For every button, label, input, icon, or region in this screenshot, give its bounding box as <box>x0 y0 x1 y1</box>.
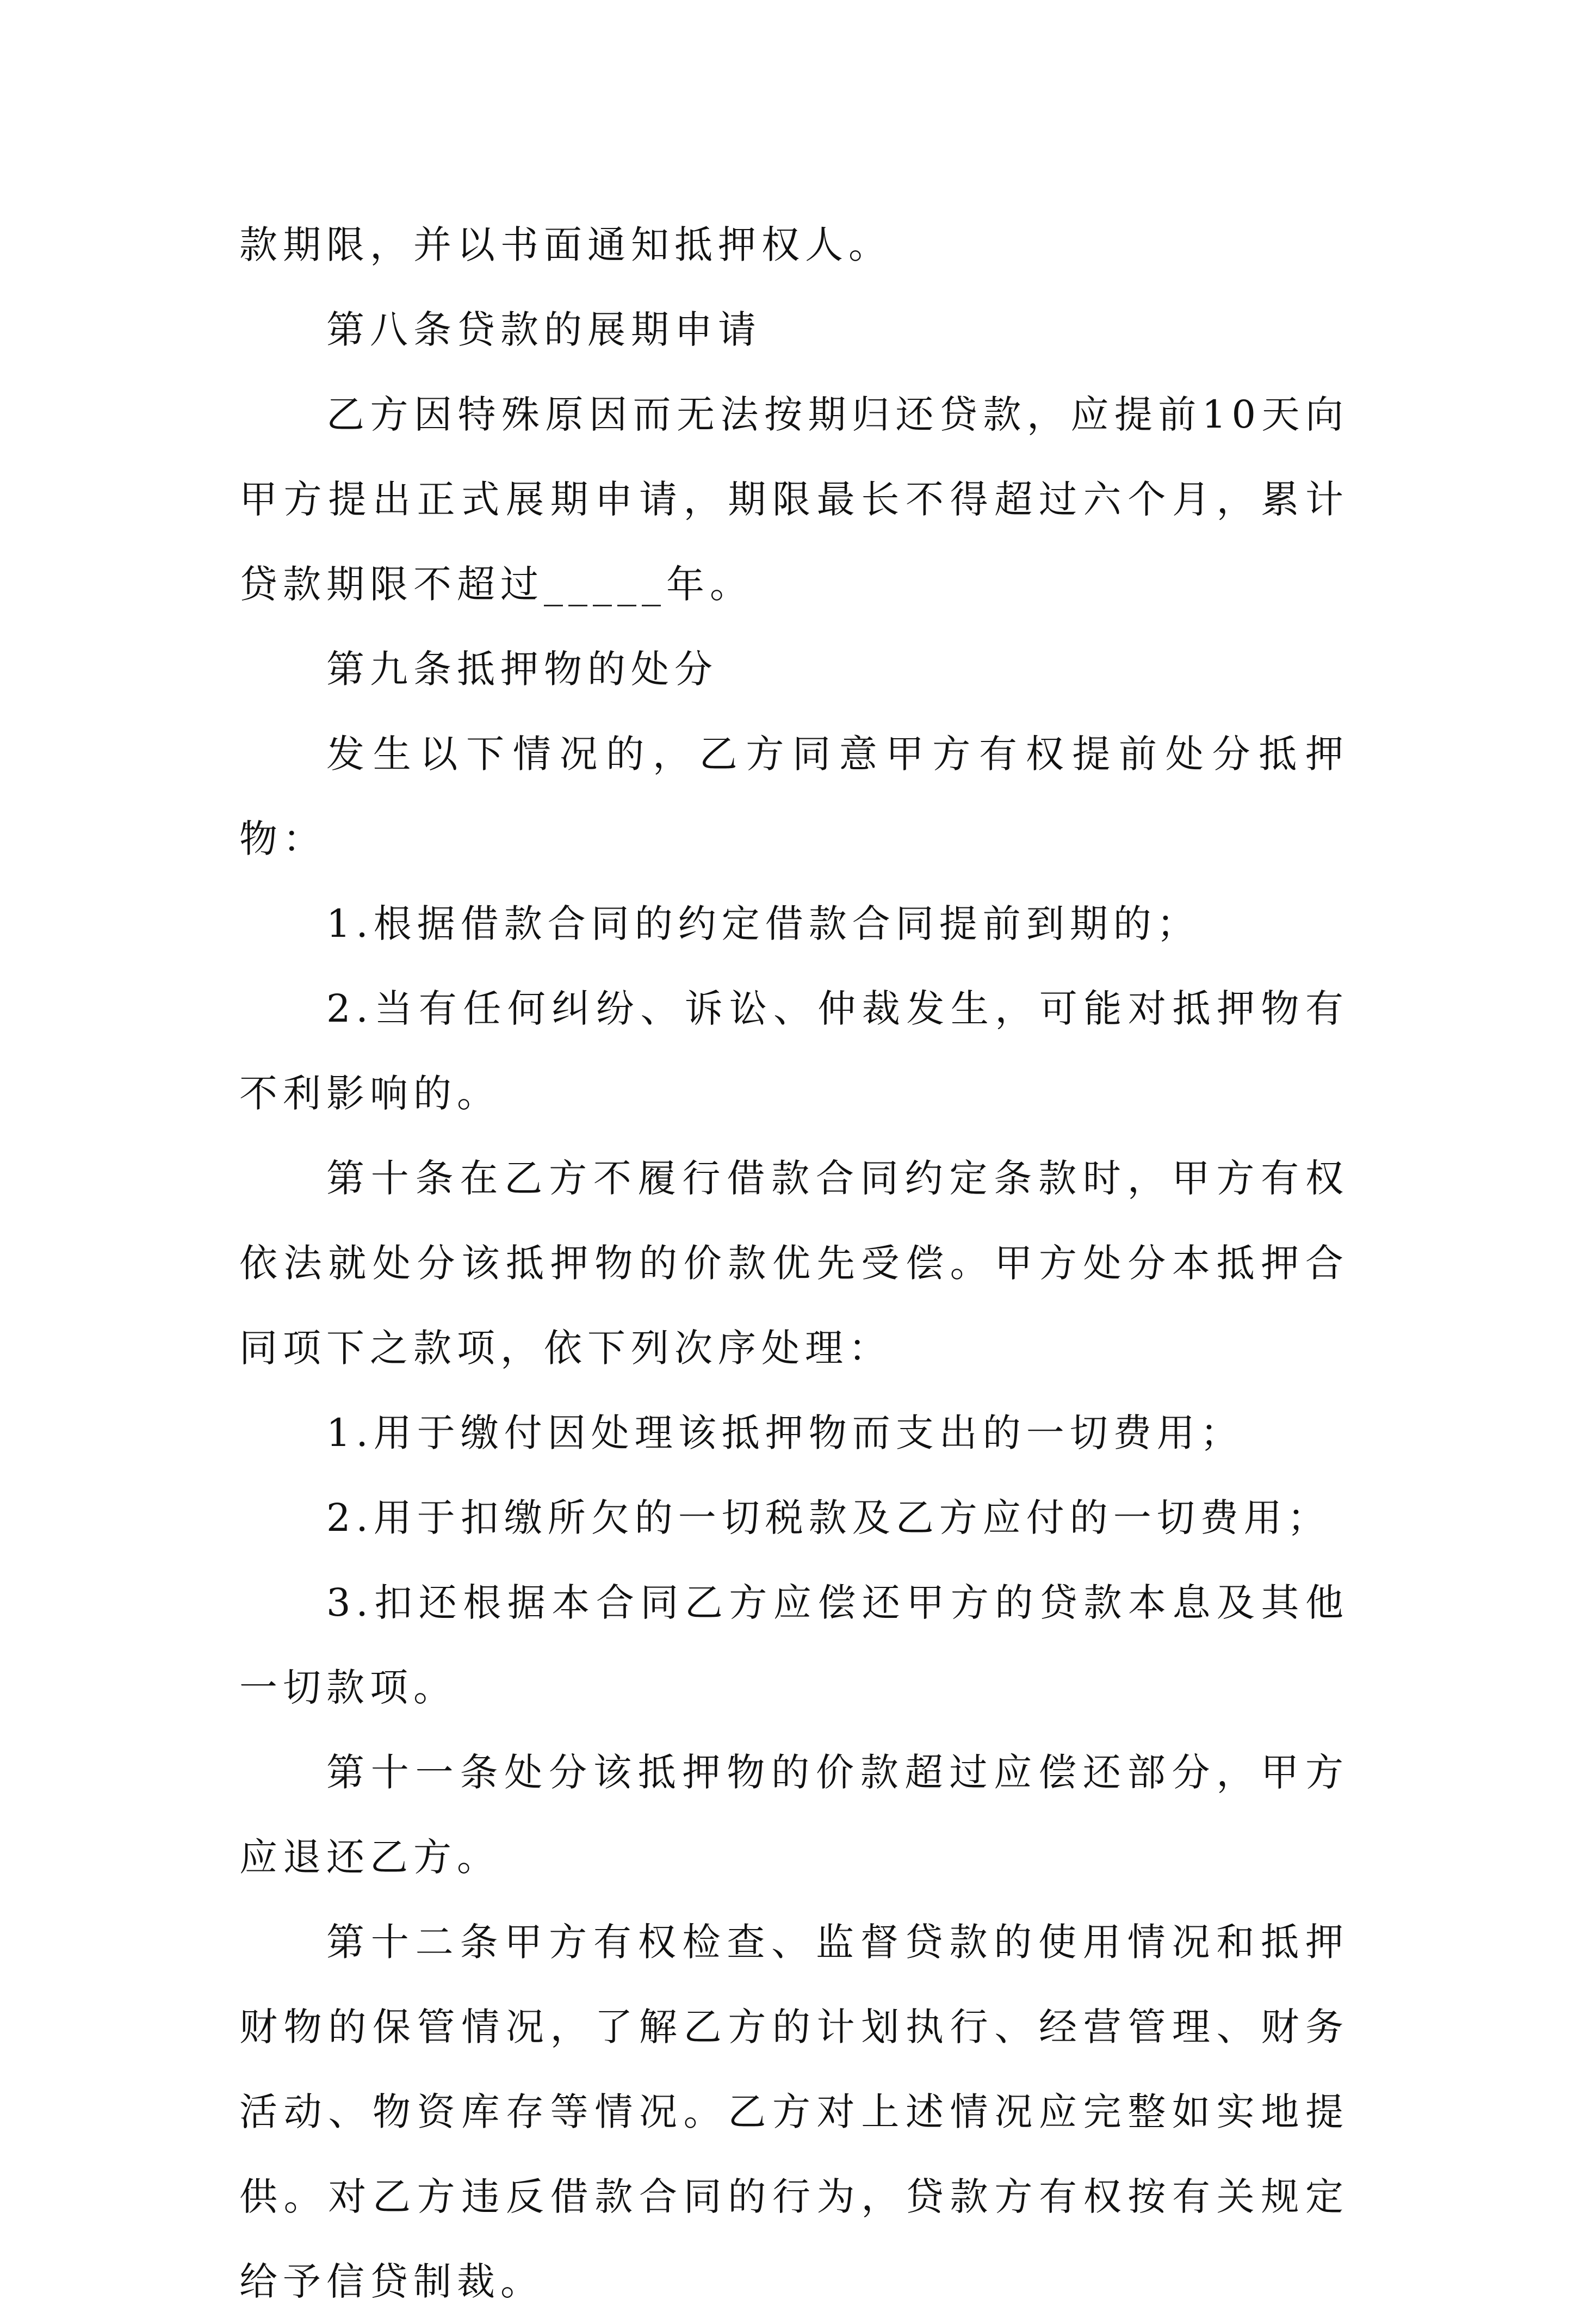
article-9-heading: 第九条抵押物的处分 <box>326 647 718 691</box>
article-10-body: 第十条在乙方不履行借款合同约定条款时，甲方有权依法就处分该抵押物的价款优先受偿。甲方处分本抵押合同项下之款项，依下列次序处理： <box>239 1156 1349 1370</box>
paragraph-continuation: 款期限，并以书面通知抵押权人。 <box>239 222 892 267</box>
article-9-intro: 发生以下情况的，乙方同意甲方有权提前处分抵押物： <box>239 732 1349 861</box>
document-body <box>239 202 1349 2324</box>
article-8-body: 乙方因特殊原因而无法按期归还贷款，应提前10天向甲方提出正式展期申请，期限最长不得超过六个月，累计贷款期限不超过_____年。 <box>239 392 1349 607</box>
article-10-item-3: 3.扣还根据本合同乙方应偿还甲方的贷款本息及其他一切款项。 <box>239 1580 1349 1710</box>
article-10-item-1: 1.用于缴付因处理该抵押物而支出的一切费用； <box>326 1411 1244 1455</box>
article-10-item-2: 2.用于扣缴所欠的一切税款及乙方应付的一切费用； <box>326 1495 1331 1540</box>
article-9-item-1: 1.根据借款合同的约定借款合同提前到期的； <box>326 901 1200 946</box>
article-9-item-2: 2.当有任何纠纷、诉讼、仲裁发生，可能对抵押物有不利影响的。 <box>239 986 1349 1116</box>
article-8-heading: 第八条贷款的展期申请 <box>326 307 761 352</box>
article-12-body: 第十二条甲方有权检查、监督贷款的使用情况和抵押财物的保管情况，了解乙方的计划执行、经营管理、财务活动、物资库存等情况。乙方对上述情况应完整如实地提供。对乙方违反借款合同的行为，贷款方有权按有关规定给予信贷制裁。 <box>239 1920 1349 2304</box>
article-11-body: 第十一条处分该抵押物的价款超过应偿还部分，甲方应退还乙方。 <box>239 1750 1349 1880</box>
